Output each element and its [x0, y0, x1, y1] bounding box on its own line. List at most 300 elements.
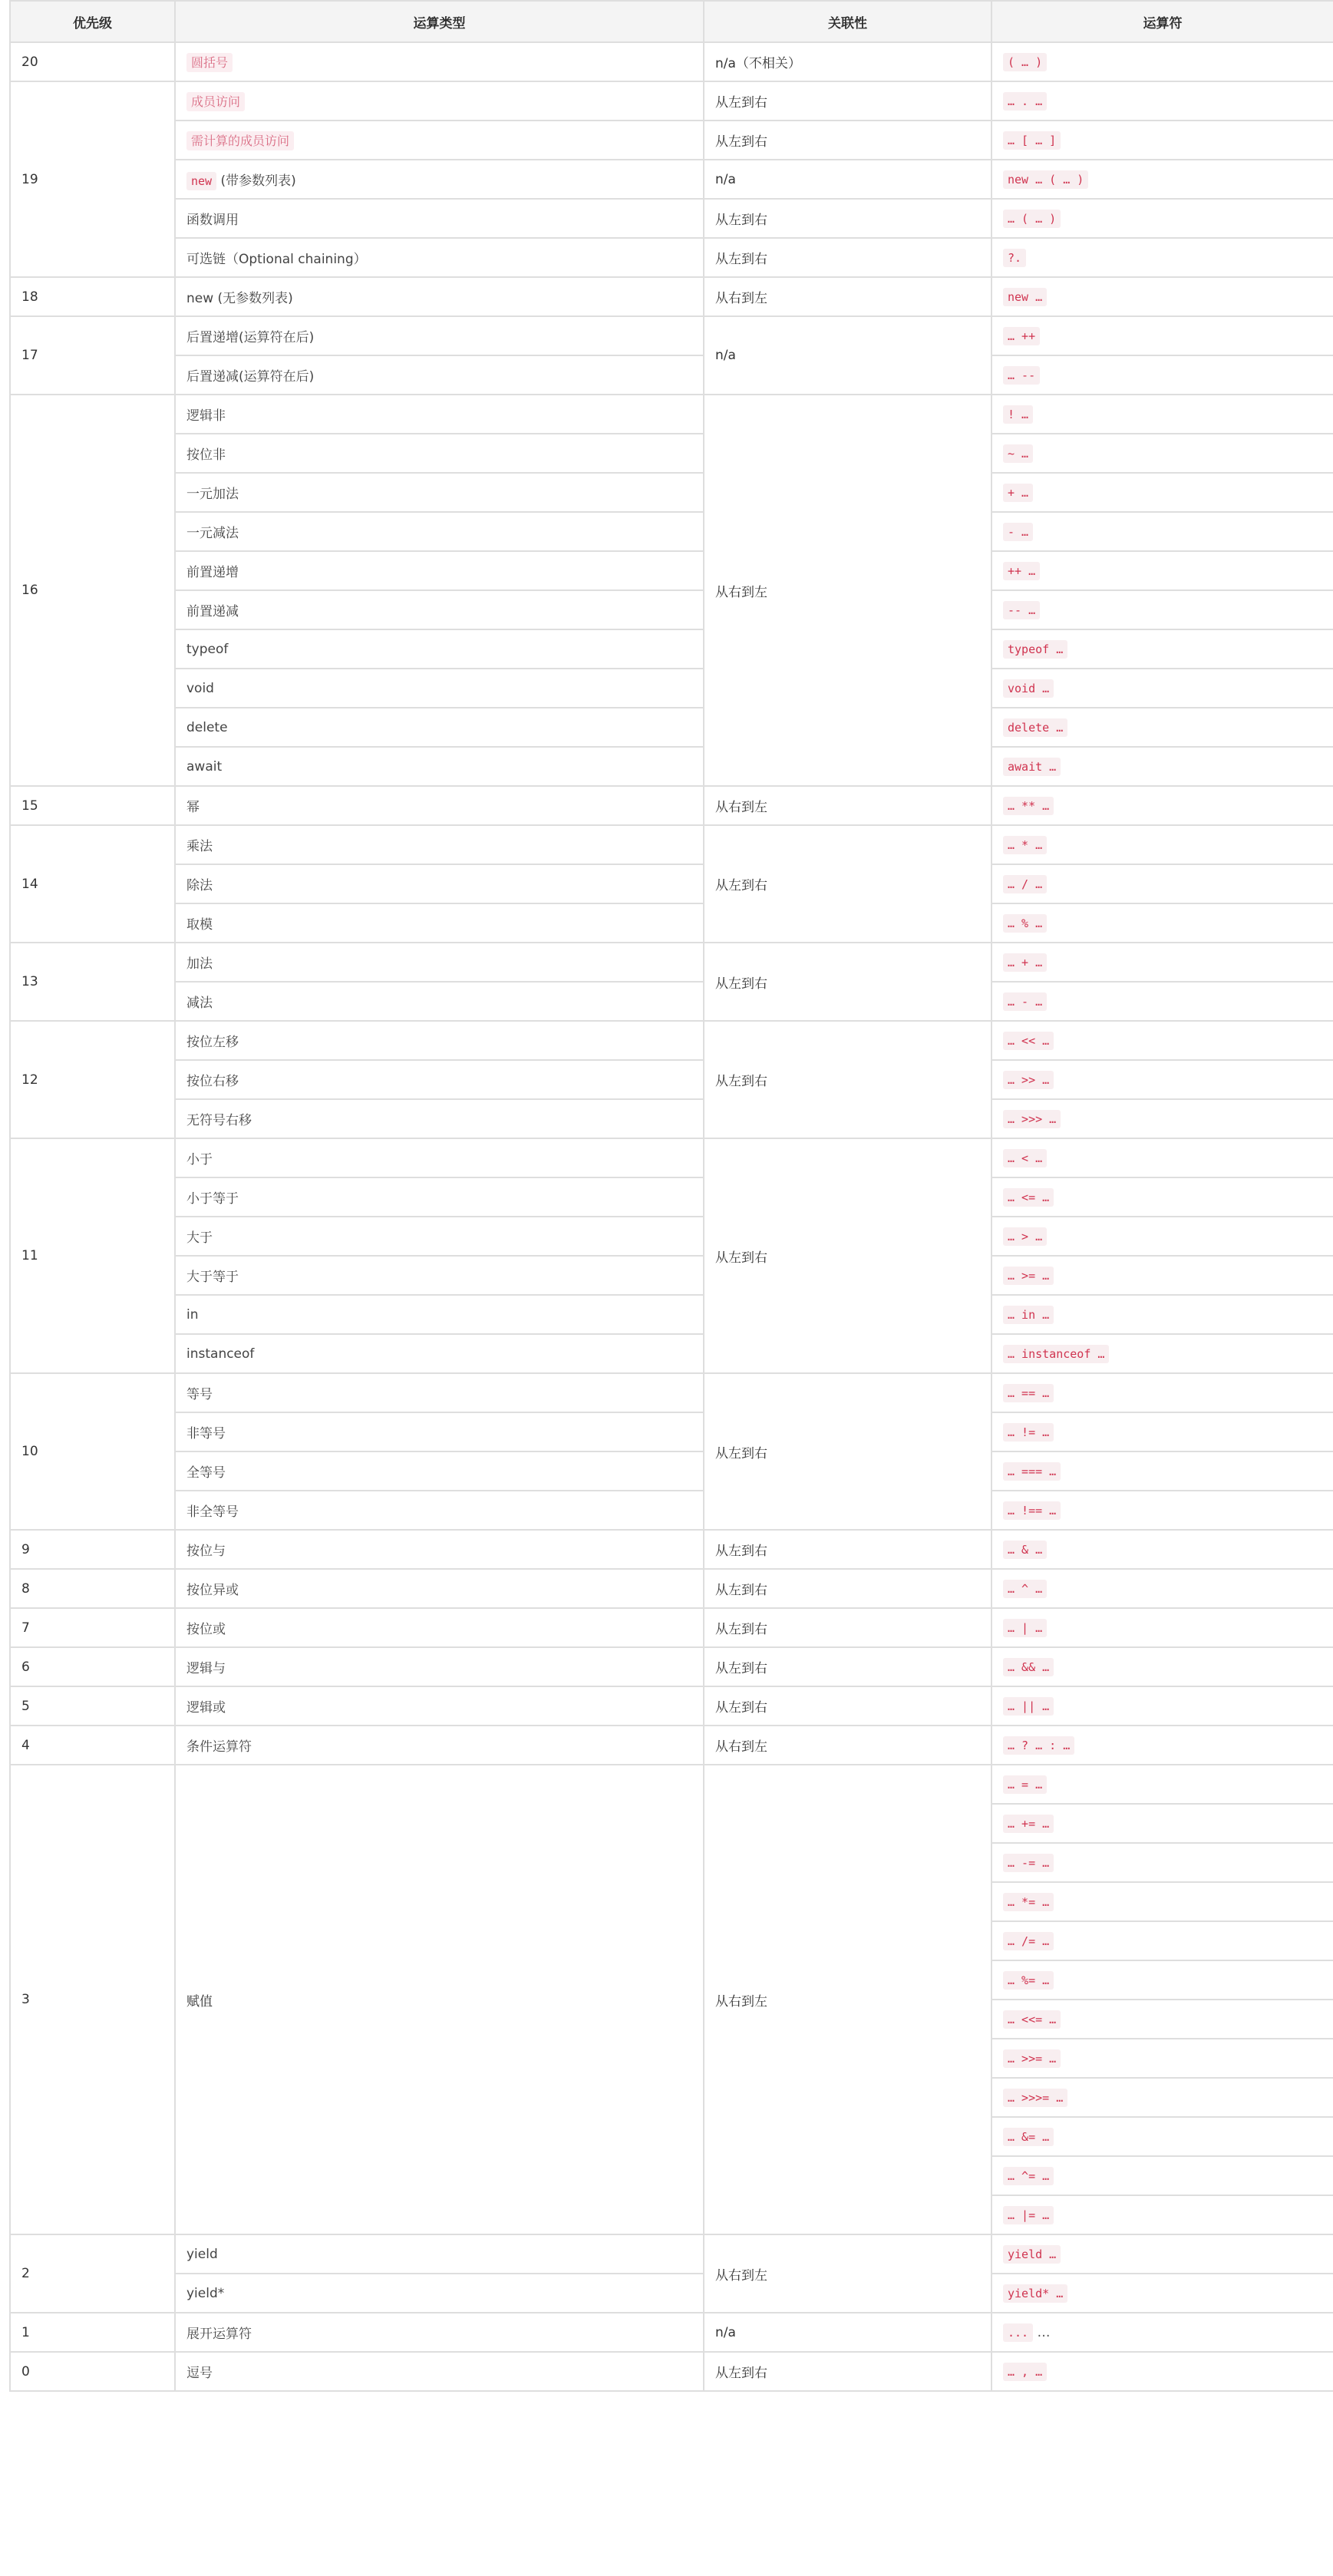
operator-code: … --: [1003, 366, 1040, 385]
operator-cell: [992, 1099, 1333, 1138]
precedence-cell: 10: [10, 1373, 175, 1530]
type-label: 按位异或: [186, 1583, 239, 1598]
operator-code: … > …: [1003, 1227, 1047, 1246]
table-row: [10, 1412, 1333, 1451]
operator-code: … ^ …: [1003, 1580, 1047, 1598]
table-row: [10, 238, 1333, 277]
operator-cell: [992, 1021, 1333, 1060]
operation-type-cell: [175, 1099, 704, 1138]
operator-code: … += …: [1003, 1815, 1054, 1833]
operator-cell: [992, 395, 1333, 434]
operator-precedence-table: [9, 0, 1333, 2392]
operator-cell: [992, 1647, 1333, 1686]
operator-code: delete …: [1003, 718, 1067, 737]
table-row: [10, 316, 1333, 355]
operator-cell: [992, 2195, 1333, 2234]
operation-type-cell: [175, 1021, 704, 1060]
operator-cell: [992, 81, 1333, 121]
header-operator: 运算符: [992, 1, 1333, 42]
associativity-cell: 从左到右: [704, 199, 992, 238]
table-row: [10, 1608, 1333, 1647]
precedence-cell: 16: [10, 395, 175, 786]
operator-cell: [992, 316, 1333, 355]
table-row: [10, 121, 1333, 160]
operation-type-cell: [175, 590, 704, 629]
operator-code: - …: [1003, 523, 1033, 541]
table-row: [10, 590, 1333, 629]
associativity-cell: 从左到右: [704, 1647, 992, 1686]
operator-code: yield …: [1003, 2245, 1061, 2264]
associativity-cell: n/a: [704, 160, 992, 199]
type-label: 按位右移: [186, 1074, 239, 1089]
operation-type-cell: [175, 277, 704, 316]
precedence-cell: 3: [10, 1765, 175, 2234]
type-label: 乘法: [186, 839, 213, 854]
operator-code: … - …: [1003, 992, 1047, 1011]
table-row: [10, 629, 1333, 669]
type-link[interactable]: 成员访问: [186, 92, 245, 111]
operation-type-cell: [175, 1569, 704, 1608]
operator-cell: [992, 1256, 1333, 1295]
table-row: [10, 1217, 1333, 1256]
precedence-cell: 1: [10, 2313, 175, 2352]
type-label: 按位左移: [186, 1035, 239, 1050]
operator-code: … << …: [1003, 1032, 1054, 1050]
operator-code: await …: [1003, 758, 1061, 776]
operation-type-cell: [175, 1060, 704, 1099]
operator-cell: [992, 903, 1333, 943]
operation-type-cell: [175, 1334, 704, 1373]
type-label: instanceof: [186, 1346, 255, 1362]
table-row: [10, 1726, 1333, 1765]
operation-type-cell: [175, 864, 704, 903]
operator-code: … , …: [1003, 2363, 1047, 2381]
operator-cell: [992, 121, 1333, 160]
table-row: [10, 395, 1333, 434]
type-label: 前置递减: [186, 604, 239, 619]
operation-type-cell: [175, 1373, 704, 1412]
table-row: [10, 1334, 1333, 1373]
associativity-cell: 从右到左: [704, 1765, 992, 2234]
operator-code: … === …: [1003, 1462, 1061, 1481]
operator-code: … && …: [1003, 1658, 1054, 1676]
operator-code: … instanceof …: [1003, 1345, 1109, 1363]
associativity-cell: 从右到左: [704, 1726, 992, 1765]
operator-cell: [992, 1177, 1333, 1217]
associativity-cell: 从左到右: [704, 121, 992, 160]
associativity-cell: 从左到右: [704, 1686, 992, 1726]
type-label: 前置递增: [186, 565, 239, 580]
precedence-cell: 19: [10, 81, 175, 277]
operator-code: … >>>= …: [1003, 2089, 1067, 2107]
type-label: 逗号: [186, 2366, 213, 2381]
precedence-cell: 15: [10, 786, 175, 825]
operator-cell: [992, 2352, 1333, 2391]
table-row: [10, 434, 1333, 473]
type-label: 取模: [186, 917, 213, 933]
associativity-cell: 从左到右: [704, 2352, 992, 2391]
table-row: [10, 1177, 1333, 1217]
header-precedence: 优先级: [10, 1, 175, 42]
operator-code: ...: [1003, 2323, 1033, 2342]
operator-cell: [992, 1686, 1333, 1726]
operator-code: … >= …: [1003, 1267, 1054, 1285]
operator-cell: [992, 943, 1333, 982]
table-row: [10, 825, 1333, 864]
table-row: [10, 1765, 1333, 1804]
associativity-cell: n/a: [704, 316, 992, 395]
operator-code: … &= …: [1003, 2128, 1054, 2146]
operator-cell: [992, 1295, 1333, 1334]
operator-cell: [992, 1804, 1333, 1843]
type-label: 函数调用: [186, 213, 239, 228]
operator-cell: [992, 1608, 1333, 1647]
operator-code: … /= …: [1003, 1932, 1054, 1950]
operator-code: ( … ): [1003, 53, 1047, 71]
type-label: 非等号: [186, 1426, 226, 1442]
operator-cell: [992, 669, 1333, 708]
precedence-cell: 18: [10, 277, 175, 316]
operator-cell: [992, 160, 1333, 199]
operator-cell: [992, 1334, 1333, 1373]
associativity-cell: 从左到右: [704, 81, 992, 121]
associativity-cell: 从右到左: [704, 786, 992, 825]
table-row: [10, 1373, 1333, 1412]
operator-cell: [992, 590, 1333, 629]
operator-cell: [992, 1921, 1333, 1960]
operation-type-cell: [175, 747, 704, 786]
type-label: 全等号: [186, 1465, 226, 1481]
operator-code: … !== …: [1003, 1501, 1061, 1520]
operation-type-cell: [175, 708, 704, 747]
table-row: [10, 160, 1333, 199]
table-row: [10, 1295, 1333, 1334]
associativity-cell: n/a: [704, 2313, 992, 2352]
operation-type-cell: [175, 1451, 704, 1491]
type-label: await: [186, 758, 223, 774]
operation-type-cell: [175, 395, 704, 434]
operation-type-cell: [175, 1138, 704, 1177]
precedence-cell: 13: [10, 943, 175, 1021]
operator-code: … %= …: [1003, 1971, 1054, 1990]
type-label: 一元加法: [186, 487, 239, 502]
operator-code: + …: [1003, 484, 1033, 502]
table-row: [10, 786, 1333, 825]
type-label: 逻辑非: [186, 408, 226, 424]
operator-code: … *= …: [1003, 1893, 1054, 1911]
operator-cell: [992, 629, 1333, 669]
type-link[interactable]: 圆括号: [186, 53, 233, 72]
associativity-cell: 从左到右: [704, 1021, 992, 1138]
operator-cell: [992, 1960, 1333, 2000]
operator-code: new … ( … ): [1003, 170, 1088, 189]
operator-code: … | …: [1003, 1619, 1047, 1637]
operation-type-cell: [175, 355, 704, 395]
operation-type-cell: [175, 982, 704, 1021]
operator-cell: [992, 825, 1333, 864]
operator-code: … * …: [1003, 836, 1047, 854]
operator-code: … % …: [1003, 914, 1047, 933]
precedence-cell: 4: [10, 1726, 175, 1765]
operation-type-cell: [175, 1686, 704, 1726]
associativity-cell: 从左到右: [704, 1608, 992, 1647]
operator-code: … in …: [1003, 1306, 1054, 1324]
table-row: [10, 551, 1333, 590]
operation-type-cell: [175, 81, 704, 121]
operator-cell: [992, 2313, 1333, 2352]
type-label: 减法: [186, 996, 213, 1011]
operator-cell: [992, 1373, 1333, 1412]
operator-cell: [992, 551, 1333, 590]
table-row: [10, 1451, 1333, 1491]
precedence-cell: 2: [10, 2234, 175, 2313]
operation-type-cell: 赋值: [175, 1765, 704, 2234]
operator-cell: [992, 2078, 1333, 2117]
table-row: [10, 1060, 1333, 1099]
type-label: 展开运算符: [186, 2327, 252, 2342]
operation-type-cell: [175, 473, 704, 512]
table-row: [10, 512, 1333, 551]
type-label: 后置递减(运算符在后): [186, 369, 315, 385]
type-label: 加法: [186, 956, 213, 972]
operator-cell: [992, 238, 1333, 277]
operator-code: … = …: [1003, 1775, 1047, 1794]
operation-type-cell: [175, 160, 704, 199]
operator-cell: [992, 2234, 1333, 2274]
operator-cell: [992, 355, 1333, 395]
operator-cell: [992, 2117, 1333, 2156]
operator-cell: [992, 2039, 1333, 2078]
operation-type-cell: [175, 1647, 704, 1686]
operator-cell: [992, 1060, 1333, 1099]
type-label: typeof: [186, 641, 229, 657]
precedence-cell: 11: [10, 1138, 175, 1373]
table-row: [10, 669, 1333, 708]
operation-type-cell: [175, 1726, 704, 1765]
operator-code: … == …: [1003, 1384, 1054, 1402]
operator-code: … || …: [1003, 1697, 1054, 1716]
table-row: [10, 473, 1333, 512]
type-label: delete: [186, 719, 228, 735]
operation-type-cell: [175, 943, 704, 982]
table-header-row: [10, 1, 1333, 42]
operator-cell: [992, 1882, 1333, 1921]
type-label: 逻辑与: [186, 1661, 226, 1676]
operator-code: yield* …: [1003, 2284, 1067, 2303]
operator-code: ++ …: [1003, 562, 1040, 580]
operator-code: … & …: [1003, 1541, 1047, 1559]
operator-cell: [992, 1217, 1333, 1256]
operator-code: … != …: [1003, 1423, 1054, 1442]
type-label: yield*: [186, 2285, 225, 2301]
operator-code: … ? … : …: [1003, 1736, 1074, 1755]
operator-cell: [992, 473, 1333, 512]
table-row: [10, 1491, 1333, 1530]
table-row: [10, 81, 1333, 121]
table-row: [10, 943, 1333, 982]
operator-code: ~ …: [1003, 444, 1033, 463]
type-label: 一元减法: [186, 526, 239, 541]
table-row: [10, 42, 1333, 81]
type-label: 大于: [186, 1230, 213, 1246]
operation-type-cell: [175, 2234, 704, 2274]
operator-cell: [992, 434, 1333, 473]
associativity-cell: 从左到右: [704, 1138, 992, 1373]
precedence-cell: 9: [10, 1530, 175, 1569]
type-label: 无符号右移: [186, 1113, 252, 1128]
type-label: 非全等号: [186, 1504, 239, 1520]
operation-type-cell: [175, 1491, 704, 1530]
precedence-cell: 0: [10, 2352, 175, 2391]
table-row: [10, 747, 1333, 786]
operator-cell: [992, 1138, 1333, 1177]
table-row: [10, 355, 1333, 395]
associativity-cell: 从右到左: [704, 277, 992, 316]
type-label: 按位与: [186, 1544, 226, 1559]
table-row: [10, 903, 1333, 943]
type-label: 条件运算符: [186, 1739, 252, 1755]
associativity-cell: 从左到右: [704, 1530, 992, 1569]
associativity-cell: 从左到右: [704, 238, 992, 277]
header-operation-type: 运算类型: [175, 1, 704, 42]
table-row: [10, 199, 1333, 238]
operator-code: ! …: [1003, 405, 1033, 424]
type-label: 按位或: [186, 1622, 226, 1637]
operation-type-cell: [175, 1530, 704, 1569]
table-row: [10, 1569, 1333, 1608]
type-label: 幂: [186, 800, 200, 815]
operation-type-cell: [175, 238, 704, 277]
operator-cell: [992, 1843, 1333, 1882]
type-keyword-code: new: [186, 172, 216, 190]
table-row: [10, 2234, 1333, 2274]
operator-cell: [992, 1569, 1333, 1608]
operator-code: new …: [1003, 288, 1047, 306]
operator-cell: [992, 982, 1333, 1021]
operation-type-cell: [175, 434, 704, 473]
operation-type-cell: [175, 2274, 704, 2313]
operator-code: … |= …: [1003, 2206, 1054, 2224]
operator-cell: [992, 1412, 1333, 1451]
operator-code: … >> …: [1003, 1071, 1054, 1089]
type-label: 后置递增(运算符在后): [186, 330, 315, 345]
type-label: 大于等于: [186, 1270, 239, 1285]
operator-tail: …: [1033, 2324, 1051, 2340]
table-row: [10, 1138, 1333, 1177]
type-label: 等号: [186, 1387, 213, 1402]
table-row: [10, 1021, 1333, 1060]
operator-code: … / …: [1003, 875, 1047, 893]
operator-code: … ( … ): [1003, 210, 1061, 228]
associativity-cell: 从左到右: [704, 825, 992, 943]
table-row: [10, 864, 1333, 903]
type-label: new (无参数列表): [186, 291, 293, 306]
operator-cell: [992, 708, 1333, 747]
operator-cell: [992, 747, 1333, 786]
operation-type-cell: [175, 1295, 704, 1334]
operation-type-cell: [175, 786, 704, 825]
precedence-cell: 5: [10, 1686, 175, 1726]
operator-cell: [992, 199, 1333, 238]
operator-cell: [992, 1530, 1333, 1569]
table-row: [10, 2352, 1333, 2391]
operator-code: … <<= …: [1003, 2010, 1061, 2029]
operation-type-cell: [175, 629, 704, 669]
operator-cell: [992, 277, 1333, 316]
operation-type-cell: [175, 2352, 704, 2391]
operator-cell: [992, 2000, 1333, 2039]
operator-code: … <= …: [1003, 1188, 1054, 1207]
table-row: [10, 1530, 1333, 1569]
operator-code: … ** …: [1003, 797, 1054, 815]
operator-code: -- …: [1003, 601, 1040, 619]
operation-type-cell: [175, 1608, 704, 1647]
operation-type-cell: [175, 1412, 704, 1451]
operator-code: … [ … ]: [1003, 131, 1061, 150]
operator-code: void …: [1003, 679, 1054, 698]
operation-type-cell: [175, 551, 704, 590]
precedence-cell: 20: [10, 42, 175, 81]
operator-code: … ++: [1003, 327, 1040, 345]
operation-type-cell: [175, 121, 704, 160]
table-row: [10, 2313, 1333, 2352]
operation-type-cell: [175, 1217, 704, 1256]
operator-code: ?.: [1003, 249, 1026, 267]
operator-code: … . …: [1003, 92, 1047, 111]
operator-cell: [992, 786, 1333, 825]
operation-type-cell: [175, 2313, 704, 2352]
precedence-cell: 12: [10, 1021, 175, 1138]
type-label: 小于等于: [186, 1191, 239, 1207]
operation-type-cell: [175, 512, 704, 551]
operation-type-cell: [175, 903, 704, 943]
type-link[interactable]: 需计算的成员访问: [186, 131, 294, 150]
precedence-cell: 17: [10, 316, 175, 395]
table-row: [10, 1686, 1333, 1726]
operator-cell: [992, 1765, 1333, 1804]
type-label: 小于: [186, 1152, 213, 1167]
associativity-cell: 从左到右: [704, 1569, 992, 1608]
table-body: [10, 42, 1333, 2391]
type-label: 按位非: [186, 447, 226, 463]
type-label: 逻辑或: [186, 1700, 226, 1716]
operator-code: … ^= …: [1003, 2167, 1054, 2185]
precedence-cell: 8: [10, 1569, 175, 1608]
operator-code: … < …: [1003, 1149, 1047, 1167]
table-row: [10, 982, 1333, 1021]
operator-code: … >>> …: [1003, 1110, 1061, 1128]
operation-type-cell: [175, 316, 704, 355]
type-label: 可选链（Optional chaining）: [186, 252, 367, 267]
operation-type-cell: [175, 42, 704, 81]
type-label: yield: [186, 2246, 218, 2262]
operator-cell: [992, 1726, 1333, 1765]
operator-cell: [992, 2156, 1333, 2195]
type-label: 除法: [186, 878, 213, 893]
table-row: [10, 1099, 1333, 1138]
table-row: [10, 1256, 1333, 1295]
operator-cell: [992, 864, 1333, 903]
associativity-cell: 从右到左: [704, 395, 992, 786]
operator-cell: [992, 512, 1333, 551]
associativity-cell: 从左到右: [704, 943, 992, 1021]
operation-type-cell: [175, 825, 704, 864]
operator-code: … >>= …: [1003, 2049, 1061, 2068]
operator-code: … + …: [1003, 953, 1047, 972]
operator-cell: [992, 1451, 1333, 1491]
table-row: [10, 2274, 1333, 2313]
type-label: (带参数列表): [216, 173, 296, 189]
